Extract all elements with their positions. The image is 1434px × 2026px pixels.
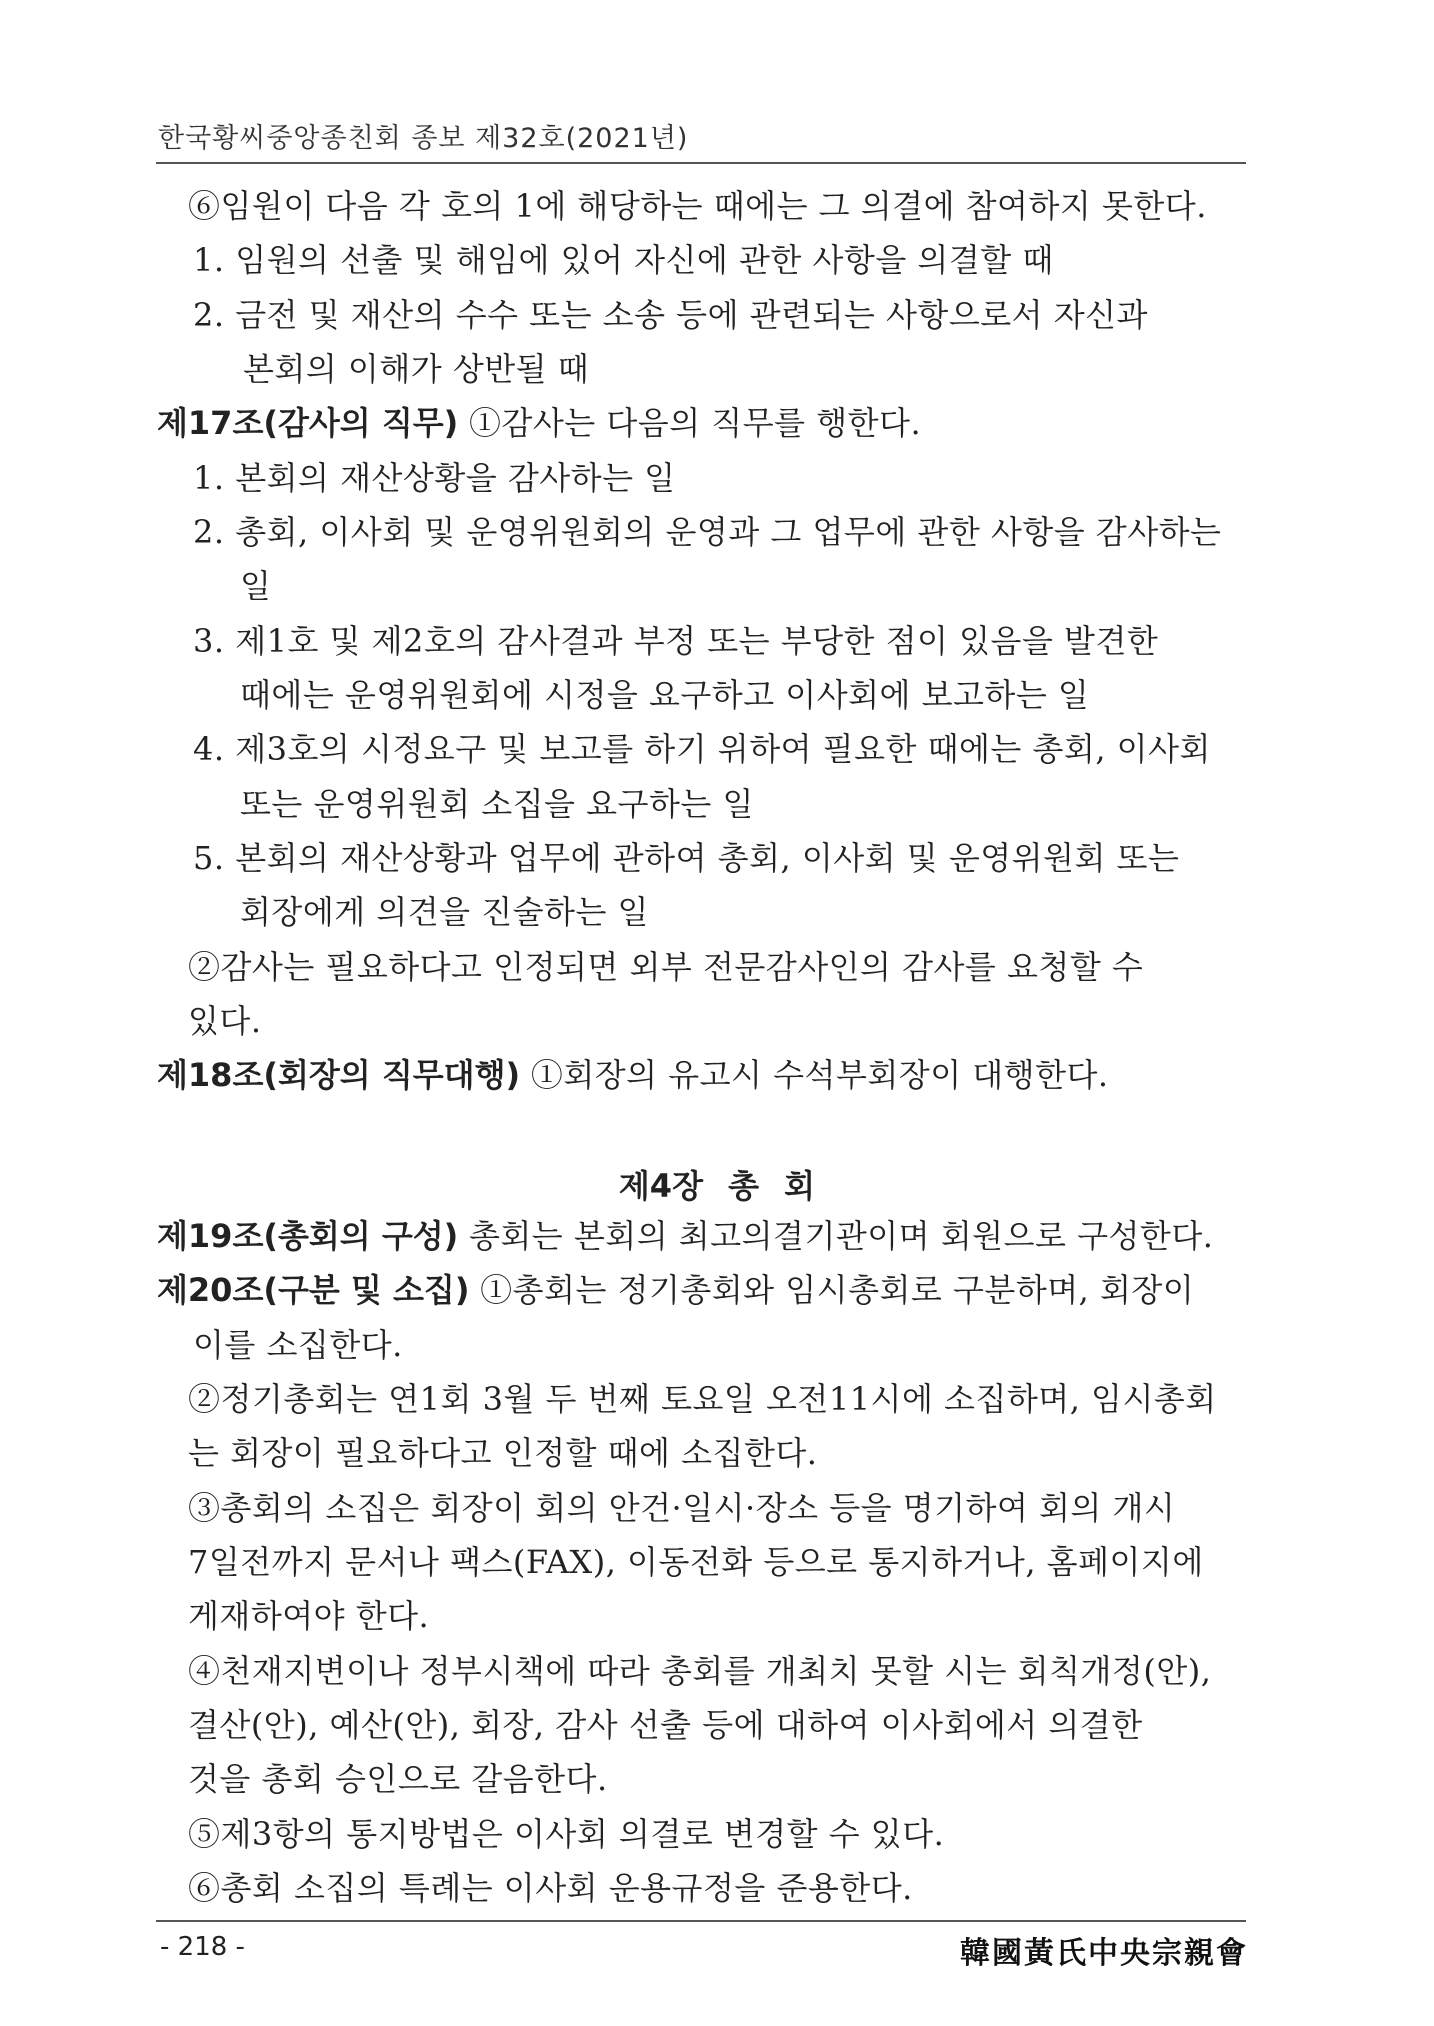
body-line: ④천재지변이나 정부시책에 따라 총회를 개최치 못할 시는 회칙개정(안),: [188, 1652, 1212, 1690]
body-line: ⑥총회 소집의 특례는 이사회 운용규정을 준용한다.: [188, 1869, 913, 1907]
body-line: 본회의 이해가 상반될 때: [243, 350, 590, 388]
page-number: - 218 -: [160, 1932, 245, 1962]
article-line: [157, 1216, 1213, 1256]
body-line: 2. 금전 및 재산의 수수 또는 소송 등에 관련되는 사항으로서 자신과: [193, 296, 1148, 334]
article-line: [157, 1055, 1109, 1095]
chapter-title: 제4장 총 회: [618, 1167, 816, 1205]
footer-rule: [156, 1920, 1246, 1922]
body-line: 이를 소집한다.: [193, 1326, 403, 1364]
header-rule: [156, 162, 1246, 164]
article-heading: 제20조(구분 및 소집): [157, 1271, 470, 1309]
article-text: 총회는 본회의 최고의결기관이며 회원으로 구성한다.: [458, 1217, 1214, 1255]
article-line: [157, 403, 921, 443]
body-line: 일: [240, 567, 272, 605]
article-heading: 제17조(감사의 직무): [157, 404, 459, 442]
article-line: [157, 1270, 1194, 1310]
page-header-title: 한국황씨중앙종친회 종보 제32호(2021년): [158, 123, 689, 154]
body-line: 것을 총회 승인으로 갈음한다.: [188, 1760, 608, 1798]
body-line: 회장에게 의견을 진술하는 일: [240, 893, 649, 931]
body-line: ⑥임원이 다음 각 호의 1에 해당하는 때에는 그 의결에 참여하지 못한다.: [188, 187, 1207, 225]
body-line: ③총회의 소집은 회장이 회의 안건·일시·장소 등을 명기하여 회의 개시: [188, 1489, 1176, 1527]
body-line: 4. 제3호의 시정요구 및 보고를 하기 위하여 필요한 때에는 총회, 이사회: [193, 730, 1211, 768]
body-line: 결산(안), 예산(안), 회장, 감사 선출 등에 대하여 이사회에서 의결한: [188, 1706, 1143, 1744]
body-line: 때에는 운영위원회에 시정을 요구하고 이사회에 보고하는 일: [240, 676, 1090, 714]
body-line: ②감사는 필요하다고 인정되면 외부 전문감사인의 감사를 요청할 수: [188, 948, 1144, 986]
organization-logo: 韓國黃氏中央宗親會: [960, 1936, 1248, 1971]
article-text: ①회장의 유고시 수석부회장이 대행한다.: [520, 1056, 1109, 1094]
article-heading: 제18조(회장의 직무대행): [157, 1056, 521, 1094]
body-line: ⑤제3항의 통지방법은 이사회 의결로 변경할 수 있다.: [188, 1815, 945, 1853]
body-line: 또는 운영위원회 소집을 요구하는 일: [240, 785, 754, 823]
body-line: 1. 본회의 재산상황을 감사하는 일: [193, 459, 676, 497]
article-heading: 제19조(총회의 구성): [157, 1217, 459, 1255]
body-line: 1. 임원의 선출 및 해임에 있어 자신에 관한 사항을 의결할 때: [193, 241, 1054, 279]
body-line: 2. 총회, 이사회 및 운영위원회의 운영과 그 업무에 관한 사항을 감사하는: [193, 513, 1222, 551]
body-line: 있다.: [188, 1002, 262, 1040]
body-line: ②정기총회는 연1회 3월 두 번째 토요일 오전11시에 소집하며, 임시총회: [188, 1380, 1217, 1418]
body-line: 는 회장이 필요하다고 인정할 때에 소집한다.: [188, 1434, 818, 1472]
body-line: 7일전까지 문서나 팩스(FAX), 이동전화 등으로 통지하거나, 홈페이지에: [188, 1543, 1204, 1581]
body-line: 5. 본회의 재산상황과 업무에 관하여 총회, 이사회 및 운영위원회 또는: [193, 839, 1180, 877]
article-text: ①총회는 정기총회와 임시총회로 구분하며, 회장이: [469, 1271, 1195, 1309]
body-line: 3. 제1호 및 제2호의 감사결과 부정 또는 부당한 점이 있음을 발견한: [193, 622, 1159, 660]
article-text: ①감사는 다음의 직무를 행한다.: [458, 404, 922, 442]
body-line: 게재하여야 한다.: [188, 1597, 430, 1635]
